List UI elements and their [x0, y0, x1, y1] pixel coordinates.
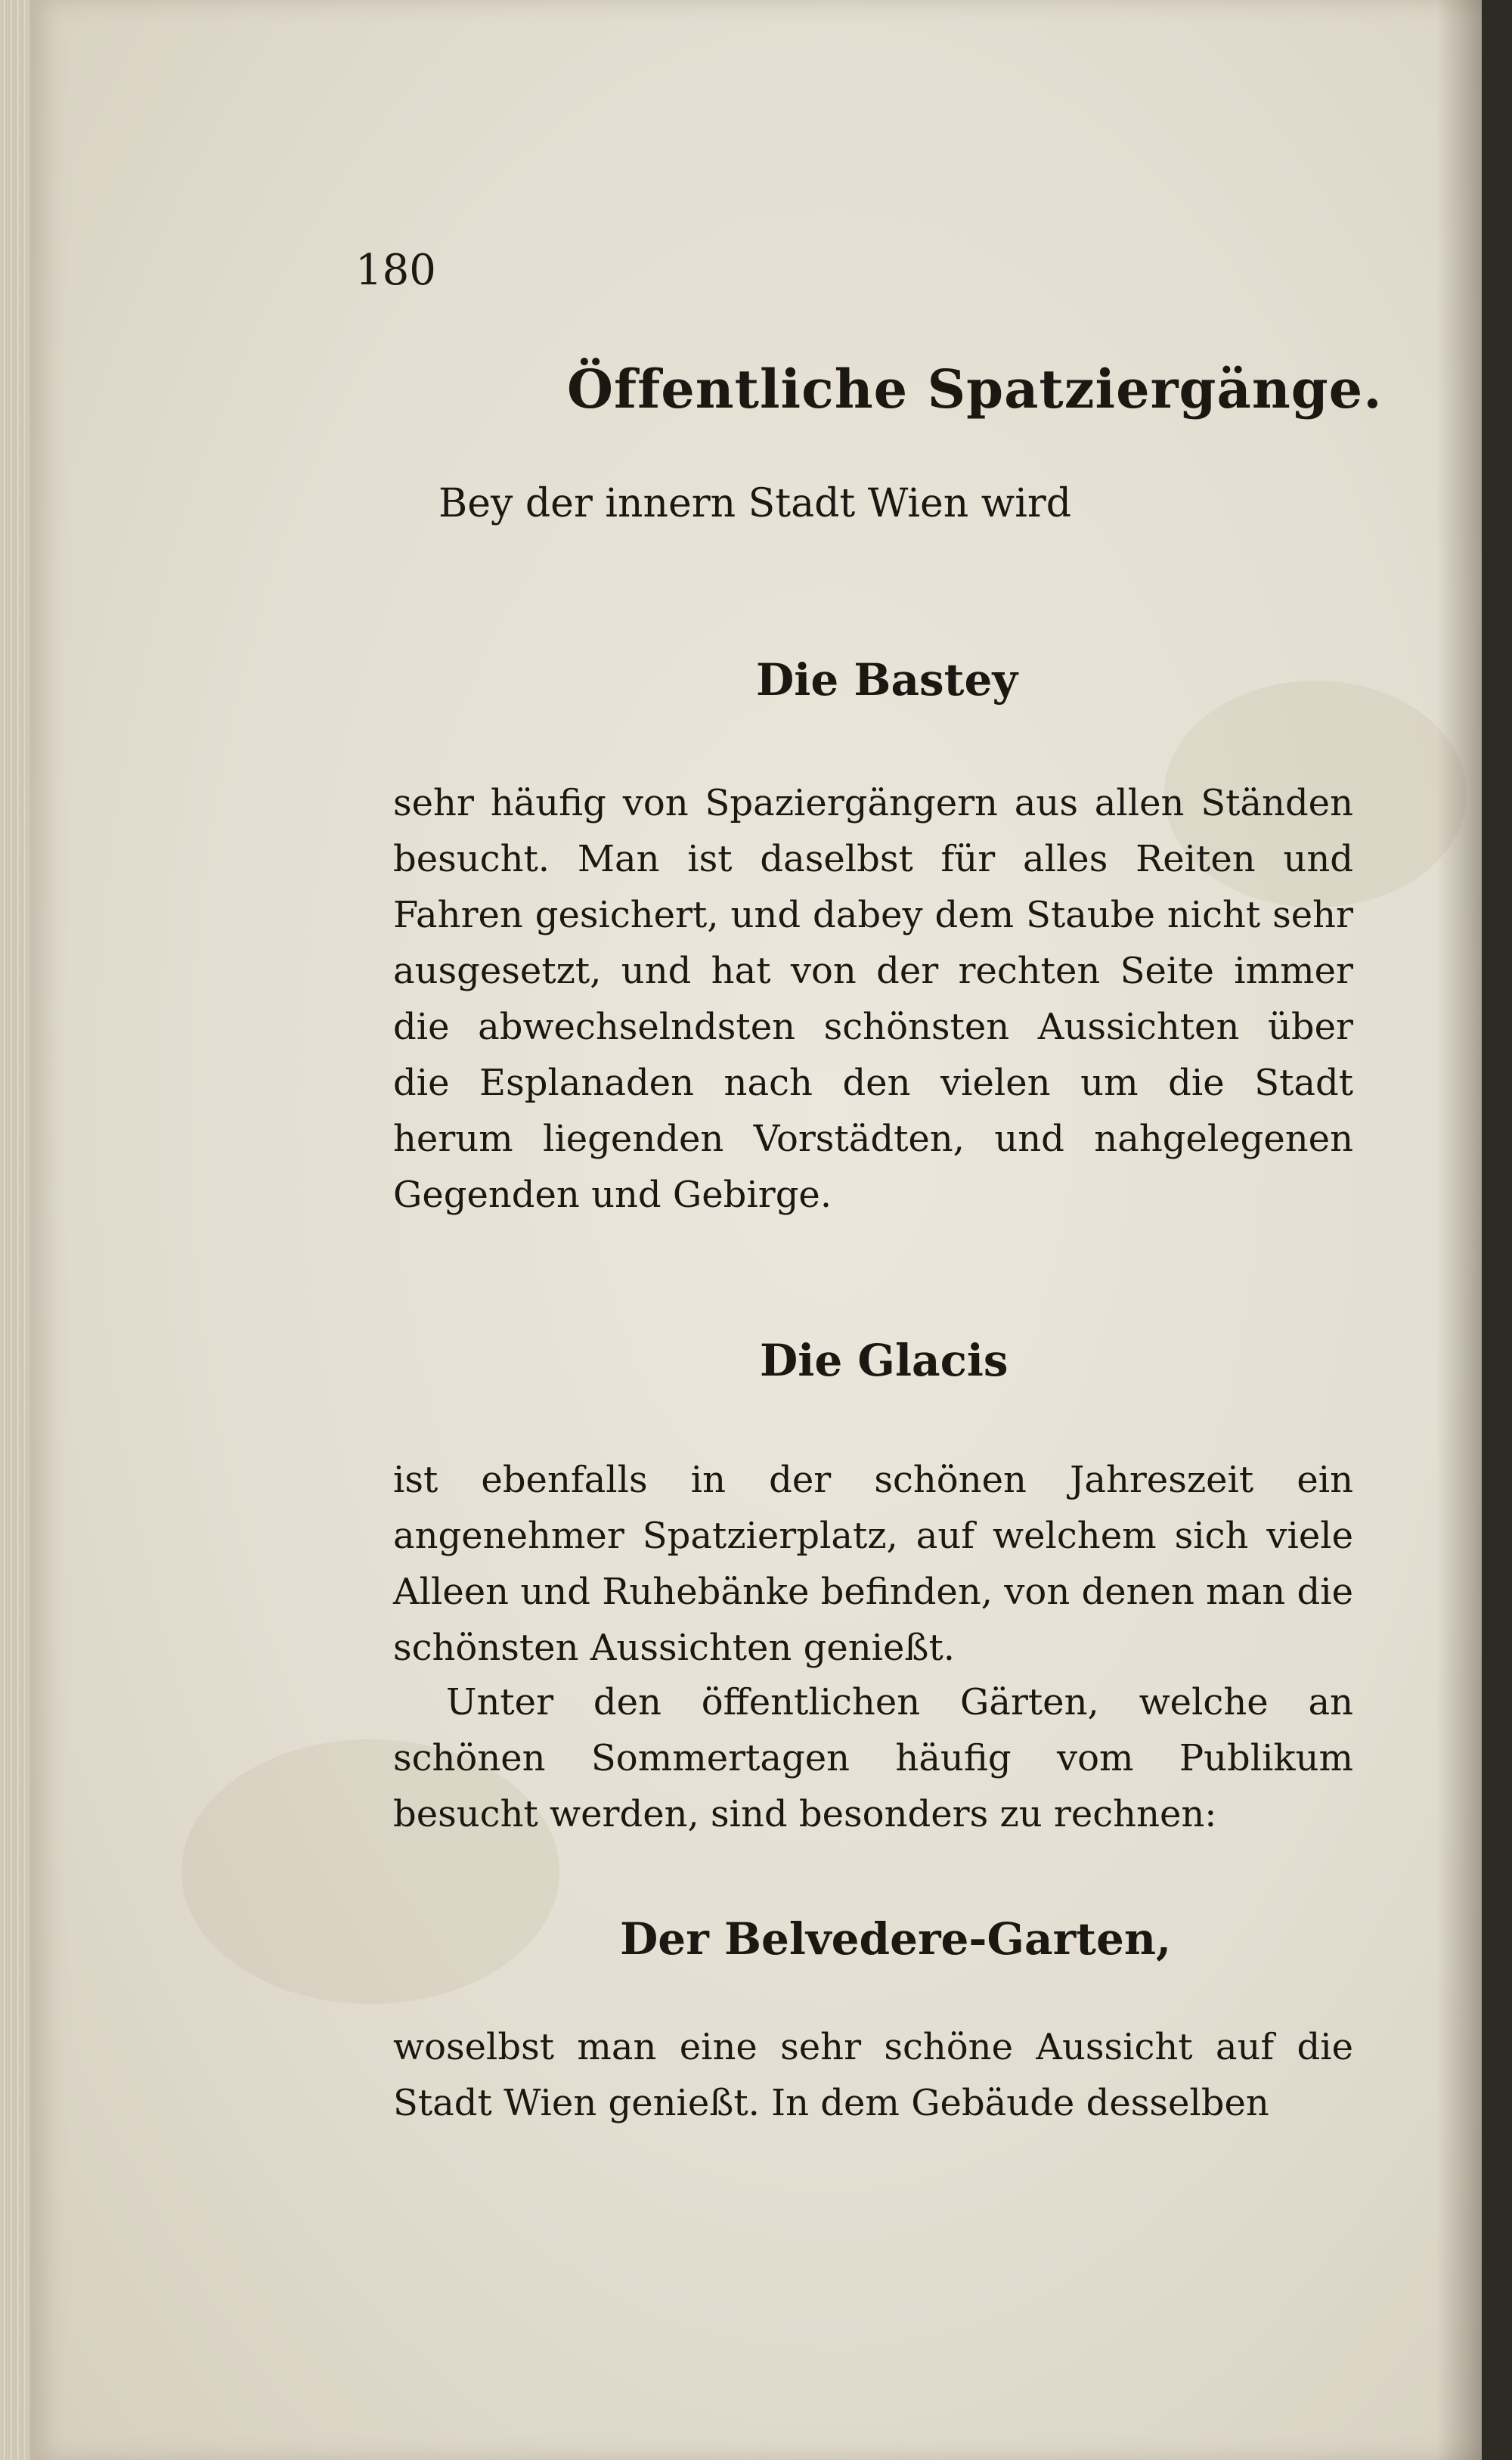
section-heading-glacis: Die Glacis	[760, 1335, 1009, 1386]
paragraph-glacis: ist ebenfalls in der schönen Jahreszeit ein angenehmer Spatzierplatz, auf welchem sich viele Alleen und Ruhebänke befinden, von denen man die schönsten Aussichten genießt.	[393, 1459, 1353, 1669]
page-title: Öffentliche Spatziergänge.	[567, 358, 1383, 420]
section-heading-belvedere: Der Belvedere-Garten,	[620, 1913, 1172, 1965]
section-heading-bastey: Die Bastey	[756, 654, 1018, 706]
paragraph-gardens: Unter den öffentlichen Gärten, welche an schönen Sommertagen häufig vom Publikum besucht werden, sind besonders zu rechnen:	[393, 1681, 1353, 1835]
paragraph-belvedere: woselbst man eine sehr schöne Aussicht auf die Stadt Wien genießt. In dem Gebäude desselben	[393, 2026, 1353, 2124]
gutter-shadow	[1436, 0, 1482, 2460]
paragraph-bastey: sehr häufig von Spaziergängern aus allen Ständen besucht. Man ist daselbst für alles Reiten und Fahren gesichert, und dabey dem Staube nicht sehr ausgesetzt, und hat von der rechten Seite immer die abwechselndsten schönsten Aussichten über die Esplanaden nach den vielen um die Stadt herum liegenden Vorstädten, und nahgelegenen Gegenden und Gebirge.	[393, 782, 1353, 1216]
intro-line: Bey der innern Stadt Wien wird	[438, 481, 1072, 526]
page-number: 180	[355, 246, 436, 295]
book-page	[30, 0, 1482, 2460]
